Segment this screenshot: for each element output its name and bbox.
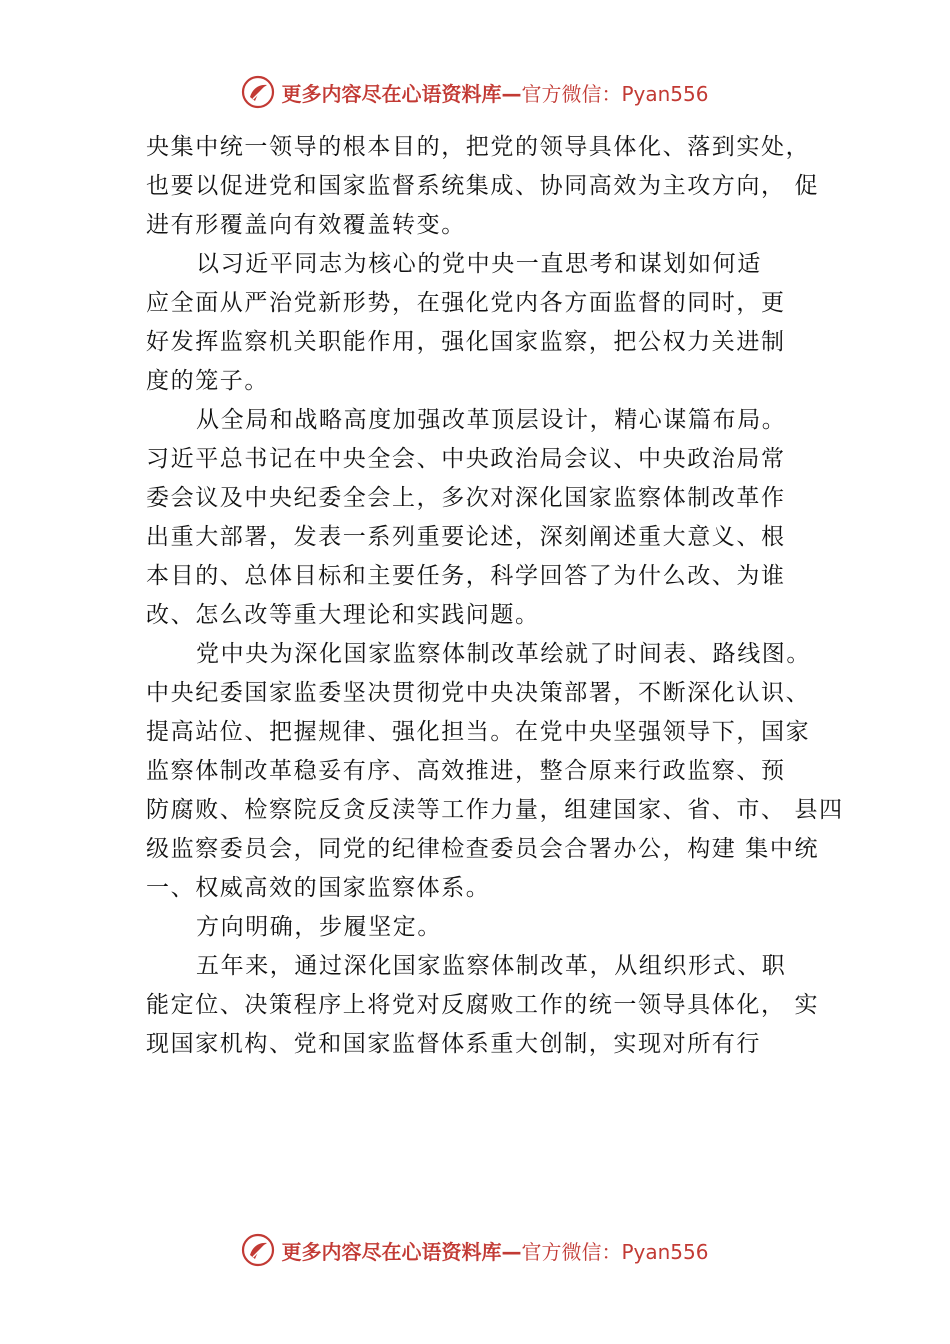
text-line: 改、怎么改等重大理论和实践问题。: [146, 602, 540, 628]
footer-banner: [0, 1228, 950, 1272]
text-line: 从全局和战略高度加强改革顶层设计，精心谋篇布局。: [196, 407, 787, 433]
logo-icon: [241, 75, 275, 109]
text-line: 级监察委员会，同党的纪律检查委员会合署办公，构建 集中统: [146, 836, 820, 862]
text-line: 央集中统一领导的根本目的，把党的领导具体化、落到实处，: [146, 134, 811, 160]
text-line: 能定位、决策程序上将党对反腐败工作的统一领导具体化， 实: [146, 992, 820, 1018]
text-line: 委会议及中央纪委全会上，多次对深化国家监察体制改革作: [146, 485, 786, 511]
text-line: 也要以促进党和国家监督系统集成、协同高效为主攻方向， 促: [146, 173, 820, 199]
text-line: 现国家机构、党和国家监督体系重大创制，实现对所有行: [146, 1031, 761, 1057]
document-body: [146, 128, 844, 1064]
text-line: 好发挥监察机关职能作用，强化国家监察，把公权力关进制: [146, 329, 786, 355]
header-banner-text: [281, 78, 708, 107]
text-line: 进有形覆盖向有效覆盖转变。: [146, 212, 466, 238]
footer-banner-text: [281, 1236, 708, 1265]
text-line: 出重大部署，发表一系列重要论述，深刻阐述重大意义、根: [146, 524, 786, 550]
text-line: 中央纪委国家监委坚决贯彻党中央决策部署，不断深化认识、: [146, 680, 811, 706]
text-line: 应全面从严治党新形势，在强化党内各方面监督的同时，更: [146, 290, 786, 316]
text-line: 本目的、总体目标和主要任务，科学回答了为什么改、为谁: [146, 563, 786, 589]
footer-banner-wechat: 官方微信：Pyan556: [521, 1239, 709, 1264]
header-banner-wechat: 官方微信：Pyan556: [521, 81, 709, 106]
text-line: 党中央为深化国家监察体制改革绘就了时间表、路线图。: [196, 641, 811, 667]
footer-banner-title: 更多内容尽在心语资料库: [281, 1239, 502, 1264]
header-banner: [0, 70, 950, 114]
text-line: 五年来，通过深化国家监察体制改革，从组织形式、职: [196, 953, 787, 979]
text-line: 度的笼子。: [146, 368, 269, 394]
header-banner-title: 更多内容尽在心语资料库: [281, 81, 502, 106]
text-line: 习近平总书记在中央全会、中央政治局会议、中央政治局常: [146, 446, 786, 472]
header-banner-separator: —: [501, 81, 522, 106]
text-line: 监察体制改革稳妥有序、高效推进，整合原来行政监察、预: [146, 758, 786, 784]
text-line: 方向明确，步履坚定。: [196, 914, 442, 940]
footer-banner-separator: —: [501, 1239, 522, 1264]
logo-icon: [241, 1233, 275, 1267]
text-line: 一、权威高效的国家监察体系。: [146, 875, 491, 901]
text-line: 防腐败、检察院反贪反渎等工作力量，组建国家、省、市、 县四: [146, 797, 844, 823]
text-line: 提高站位、把握规律、强化担当。在党中央坚强领导下，国家: [146, 719, 811, 745]
text-line: 以习近平同志为核心的党中央一直思考和谋划如何适: [196, 251, 762, 277]
